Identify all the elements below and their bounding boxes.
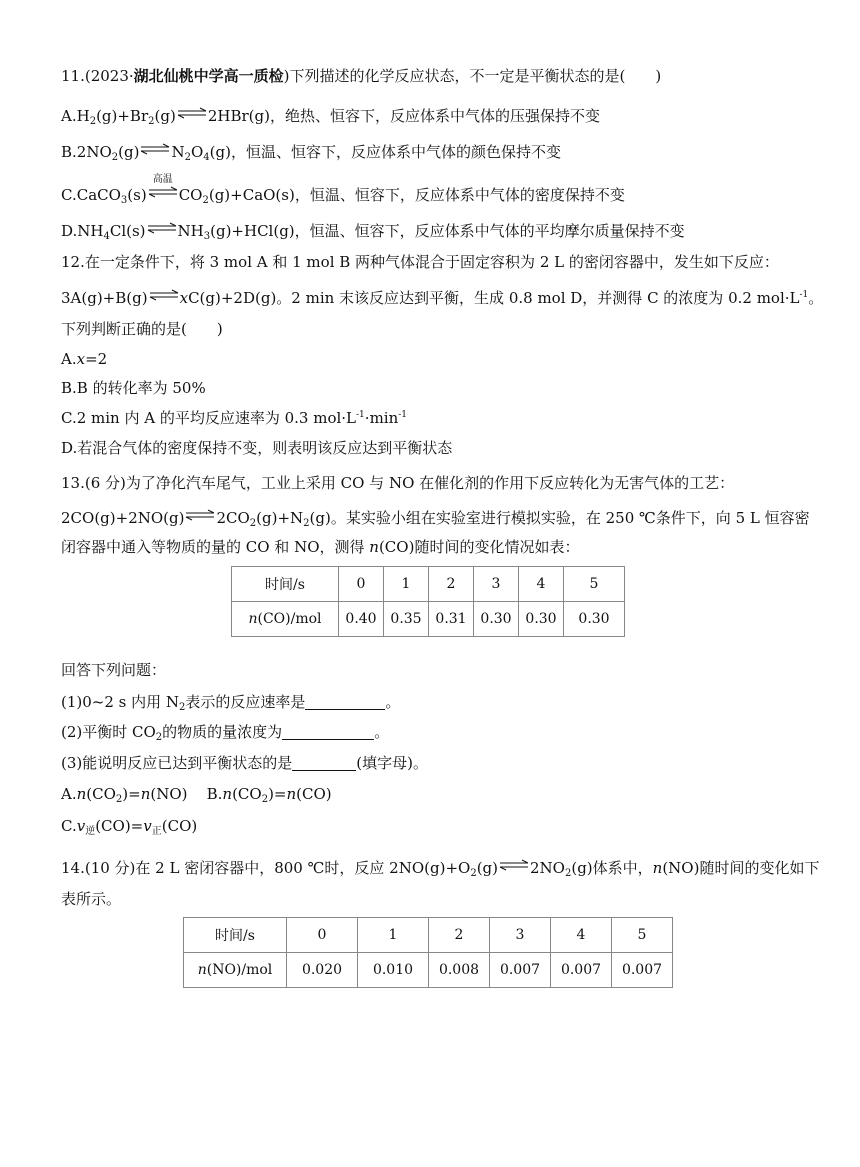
equilibrium-arrow-icon [140, 143, 170, 155]
table-header-time: 时间/s [232, 567, 339, 602]
table-row-label: n(CO)/mol [232, 602, 339, 637]
table-cell: 0.30 [519, 602, 564, 637]
q13-option-c: $C.v_逆(CO)=v_正(CO)$ [61, 817, 198, 837]
table-cell: 0.007 [551, 953, 612, 988]
table-cell: 3 [474, 567, 519, 602]
answer-blank[interactable] [282, 723, 374, 740]
table-cell: 0.35 [384, 602, 429, 637]
table-cell: 0.40 [339, 602, 384, 637]
q13-stem-line2: 2CO(g)+2NO(g) $2CO_2(g)+N_2(g)$。某实验小组在实验室进行模拟实验，在 250 ℃条件下，向 5 L 恒容密 [61, 509, 810, 529]
table-cell: 0.31 [429, 602, 474, 637]
table-header-time: 时间/s [184, 918, 287, 953]
q11-option-d: $D.NH_4Cl(s)$ $NH_3(g)+HCl(g)$，恒温、恒容下，反应体系中气体的平均摩尔质量保持不变 [61, 222, 685, 242]
equilibrium-arrow-icon [148, 174, 178, 198]
q13-sub3: (3)能说明反应已达到平衡状态的是 (填字母)。 [61, 754, 428, 772]
table-cell: 0.007 [612, 953, 673, 988]
q12-option-d: D.若混合气体的密度保持不变，则表明该反应达到平衡状态 [61, 439, 453, 457]
q13-sub2: (2)平衡时 $CO_2$的物质的量浓度为 。 [61, 723, 390, 743]
q12-option-a: A.x=2 [61, 350, 108, 368]
q14-stem-line1: 14.(10 分)在 2 L 密闭容器中，800 ℃时，反应 $2NO(g)+O_2(g)$ $2NO_2(g)$体系中，n(NO)随时间的变化如下 [61, 859, 820, 879]
table-cell: 0.30 [564, 602, 625, 637]
equilibrium-arrow-icon [185, 509, 215, 521]
q14-data-table [183, 917, 673, 988]
q12-stem-line2: 3A(g)+B(g) xC(g)+2D(g)。2 min 末该反应达到平衡，生成 0.8 mol D，并测得 C 的浓度为 0.2 $mol\cdot L^{-1}$。 [61, 289, 824, 307]
table-cell: 0.007 [490, 953, 551, 988]
table-cell: 2 [429, 567, 474, 602]
q11-option-a: $A.H_2(g)+Br_2(g)$ 2HBr(g)，绝热、恒容下，反应体系中气体的压强保持不变 [61, 107, 600, 127]
q12-option-c: C.2 min 内 A 的平均反应速率为 0.3 $mol\cdot L^{-1}\cdot\min^{-1}$ [61, 409, 408, 427]
table-row-label: n(NO)/mol [184, 953, 287, 988]
equilibrium-arrow-icon [147, 222, 177, 234]
table-cell: 2 [429, 918, 490, 953]
q11-stem: 11.(2023·湖北仙桃中学高一质检)下列描述的化学反应状态，不一定是平衡状态的是( ) [61, 67, 662, 85]
q13-options-ab: $A.n(CO_2)=n(NO)$ $B.n(CO_2)=n(CO)$ [61, 785, 332, 805]
q13-sub1: (1)0~2 s 内用 $N_2$表示的反应速率是 。 [61, 693, 401, 713]
answer-blank[interactable] [292, 754, 356, 771]
table-cell: 5 [564, 567, 625, 602]
q13-stem-line1: 13.(6 分)为了净化汽车尾气，工业上采用 CO 与 NO 在催化剂的作用下反应转化为无害气体的工艺： [61, 474, 735, 492]
q13-data-table [231, 566, 625, 637]
q13-prompt: 回答下列问题： [61, 661, 167, 679]
table-cell: 0.30 [474, 602, 519, 637]
answer-blank[interactable] [305, 693, 385, 710]
table-cell: 0 [339, 567, 384, 602]
q12-stem-line1: 12.在一定条件下，将 3 mol A 和 1 mol B 两种气体混合于固定容积为 2 L 的密闭容器中，发生如下反应： [61, 253, 779, 271]
table-cell: 3 [490, 918, 551, 953]
arrow-condition: 高温 [152, 174, 173, 185]
table-cell: 0.008 [429, 953, 490, 988]
q11-option-b: $B.2NO_2(g)$ $N_2O_4(g)$，恒温、恒容下，反应体系中气体的颜色保持不变 [61, 143, 561, 163]
table-cell: 0 [287, 918, 358, 953]
q14-stem-line2: 表所示。 [61, 890, 122, 908]
q12-stem-line3: 下列判断正确的是( ) [61, 320, 223, 338]
table-cell: 1 [384, 567, 429, 602]
equilibrium-arrow-icon [499, 859, 529, 871]
table-cell: 1 [358, 918, 429, 953]
table-cell: 4 [551, 918, 612, 953]
equilibrium-arrow-icon [149, 289, 179, 301]
table-cell: 4 [519, 567, 564, 602]
q11-source: 湖北仙桃中学高一质检 [133, 67, 284, 85]
q13-stem-line3: 闭容器中通入等物质的量的 CO 和 NO，测得 n(CO)随时间的变化情况如表： [61, 538, 580, 556]
q11-option-c: C.CaCO$_3$(s) 高温 $CO_2(g)+CaO(s)$，恒温、恒容下，反应体系中气体的密度保持不变 [61, 185, 625, 205]
q12-option-b: B.B 的转化率为 50% [61, 379, 206, 397]
table-cell: 0.010 [358, 953, 429, 988]
table-cell: 5 [612, 918, 673, 953]
table-cell: 0.020 [287, 953, 358, 988]
equilibrium-arrow-icon [177, 107, 207, 119]
